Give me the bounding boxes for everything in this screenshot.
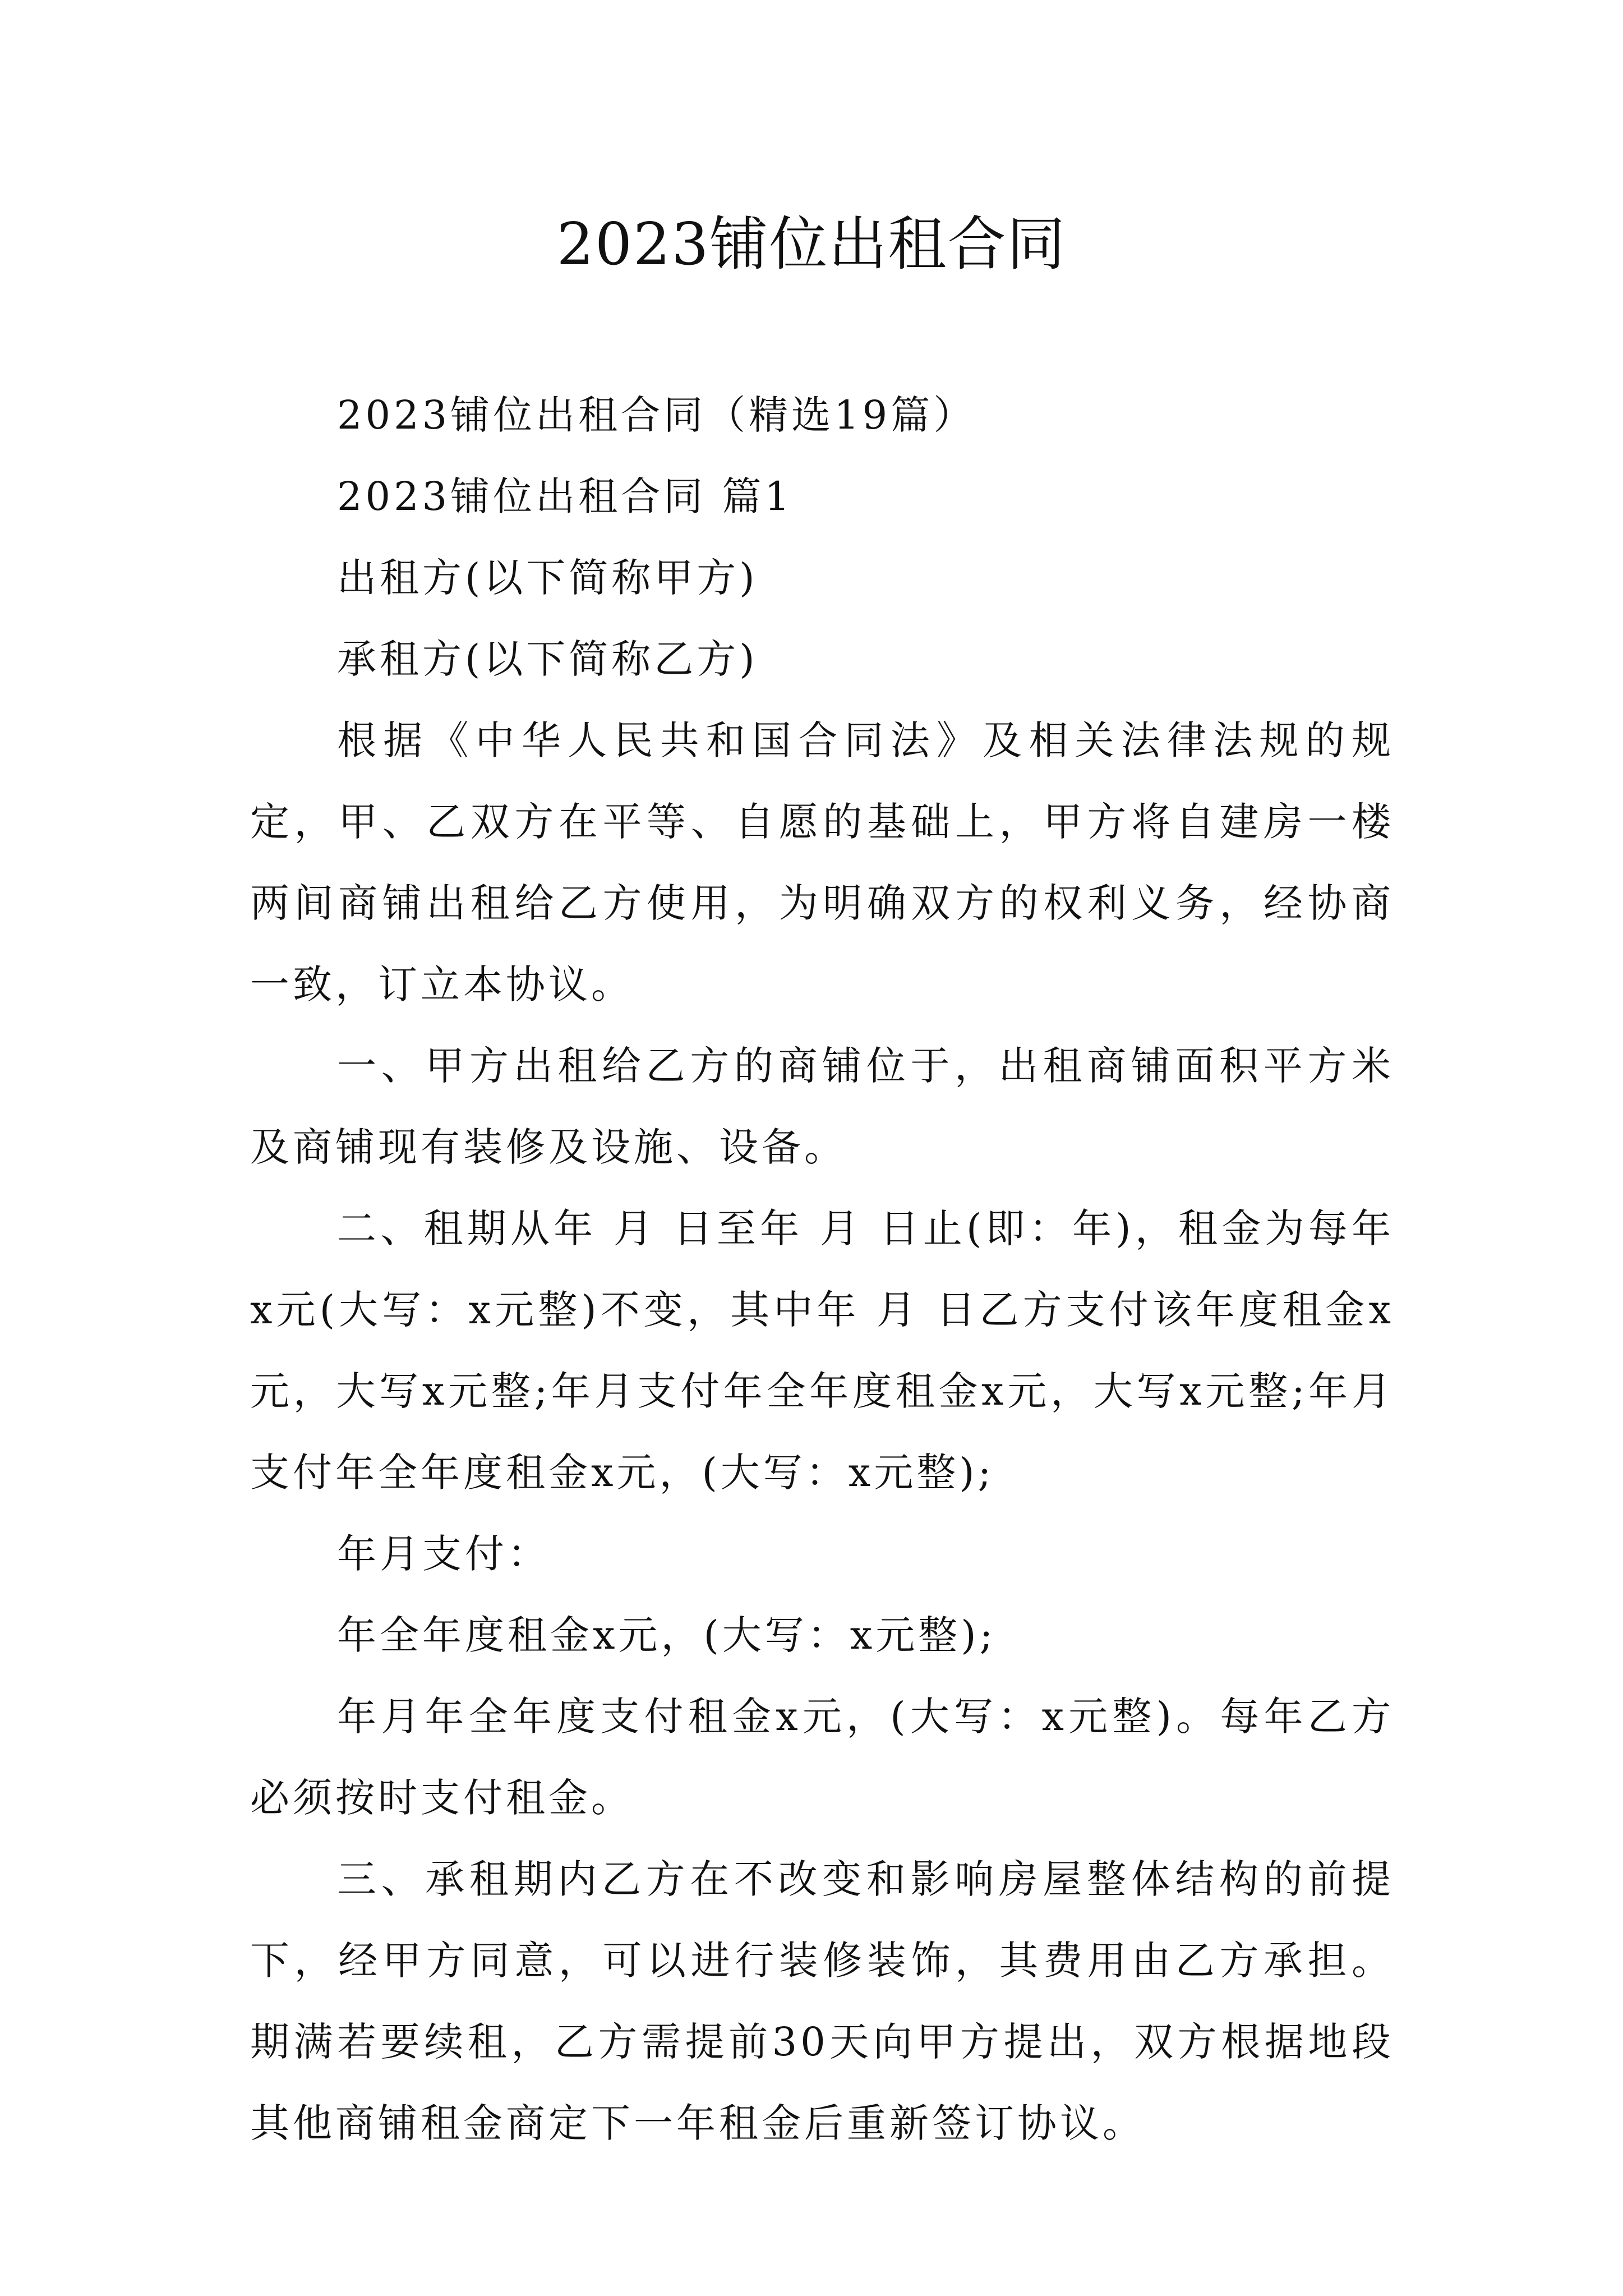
paragraph-preamble: 根据《中华人民共和国合同法》及相关法律法规的规定，甲、乙双方在平等、自愿的基础上，甲方将自建房一楼两间商铺出租给乙方使用，为明确双方的权利义务，经协商一致，订立本协议。	[250, 717, 1394, 1007]
paragraph-payment-2: 年月年全年度支付租金x元，(大写：x元整)。每年乙方必须按时支付租金。	[250, 1694, 1394, 1821]
paragraph-section-heading: 2023铺位出租合同 篇1	[337, 473, 793, 519]
paragraph-subtitle: 2023铺位出租合同（精选19篇）	[337, 392, 976, 438]
paragraph-clause-2: 二、租期从年 月 日至年 月 日止(即：年)，租金为每年x元(大写：x元整)不变，其中年 月 日乙方支付该年度租金x元，大写x元整;年月支付年全年度租金x元，大写x元整;年月支付年全年度租金x元，(大写：x元整);	[250, 1205, 1394, 1496]
paragraph-lessor: 出租方(以下简称甲方)	[337, 555, 758, 601]
paragraph-payment-1: 年全年度租金x元，(大写：x元整);	[337, 1612, 997, 1658]
document-body	[250, 375, 1394, 2164]
paragraph-payment-heading: 年月支付：	[337, 1531, 550, 1577]
paragraph-clause-1: 一、甲方出租给乙方的商铺位于，出租商铺面积平方米及商铺现有装修及设施、设备。	[250, 1043, 1394, 1170]
paragraph-clause-3: 三、承租期内乙方在不改变和影响房屋整体结构的前提下，经甲方同意，可以进行装修装饰，其费用由乙方承担。期满若要续租，乙方需提前30天向甲方提出，双方根据地段其他商铺租金商定下一年租金后重新签订协议。	[250, 1856, 1394, 2146]
paragraph-lessee: 承租方(以下简称乙方)	[337, 636, 758, 682]
document-title: 2023铺位出租合同	[556, 210, 1067, 278]
